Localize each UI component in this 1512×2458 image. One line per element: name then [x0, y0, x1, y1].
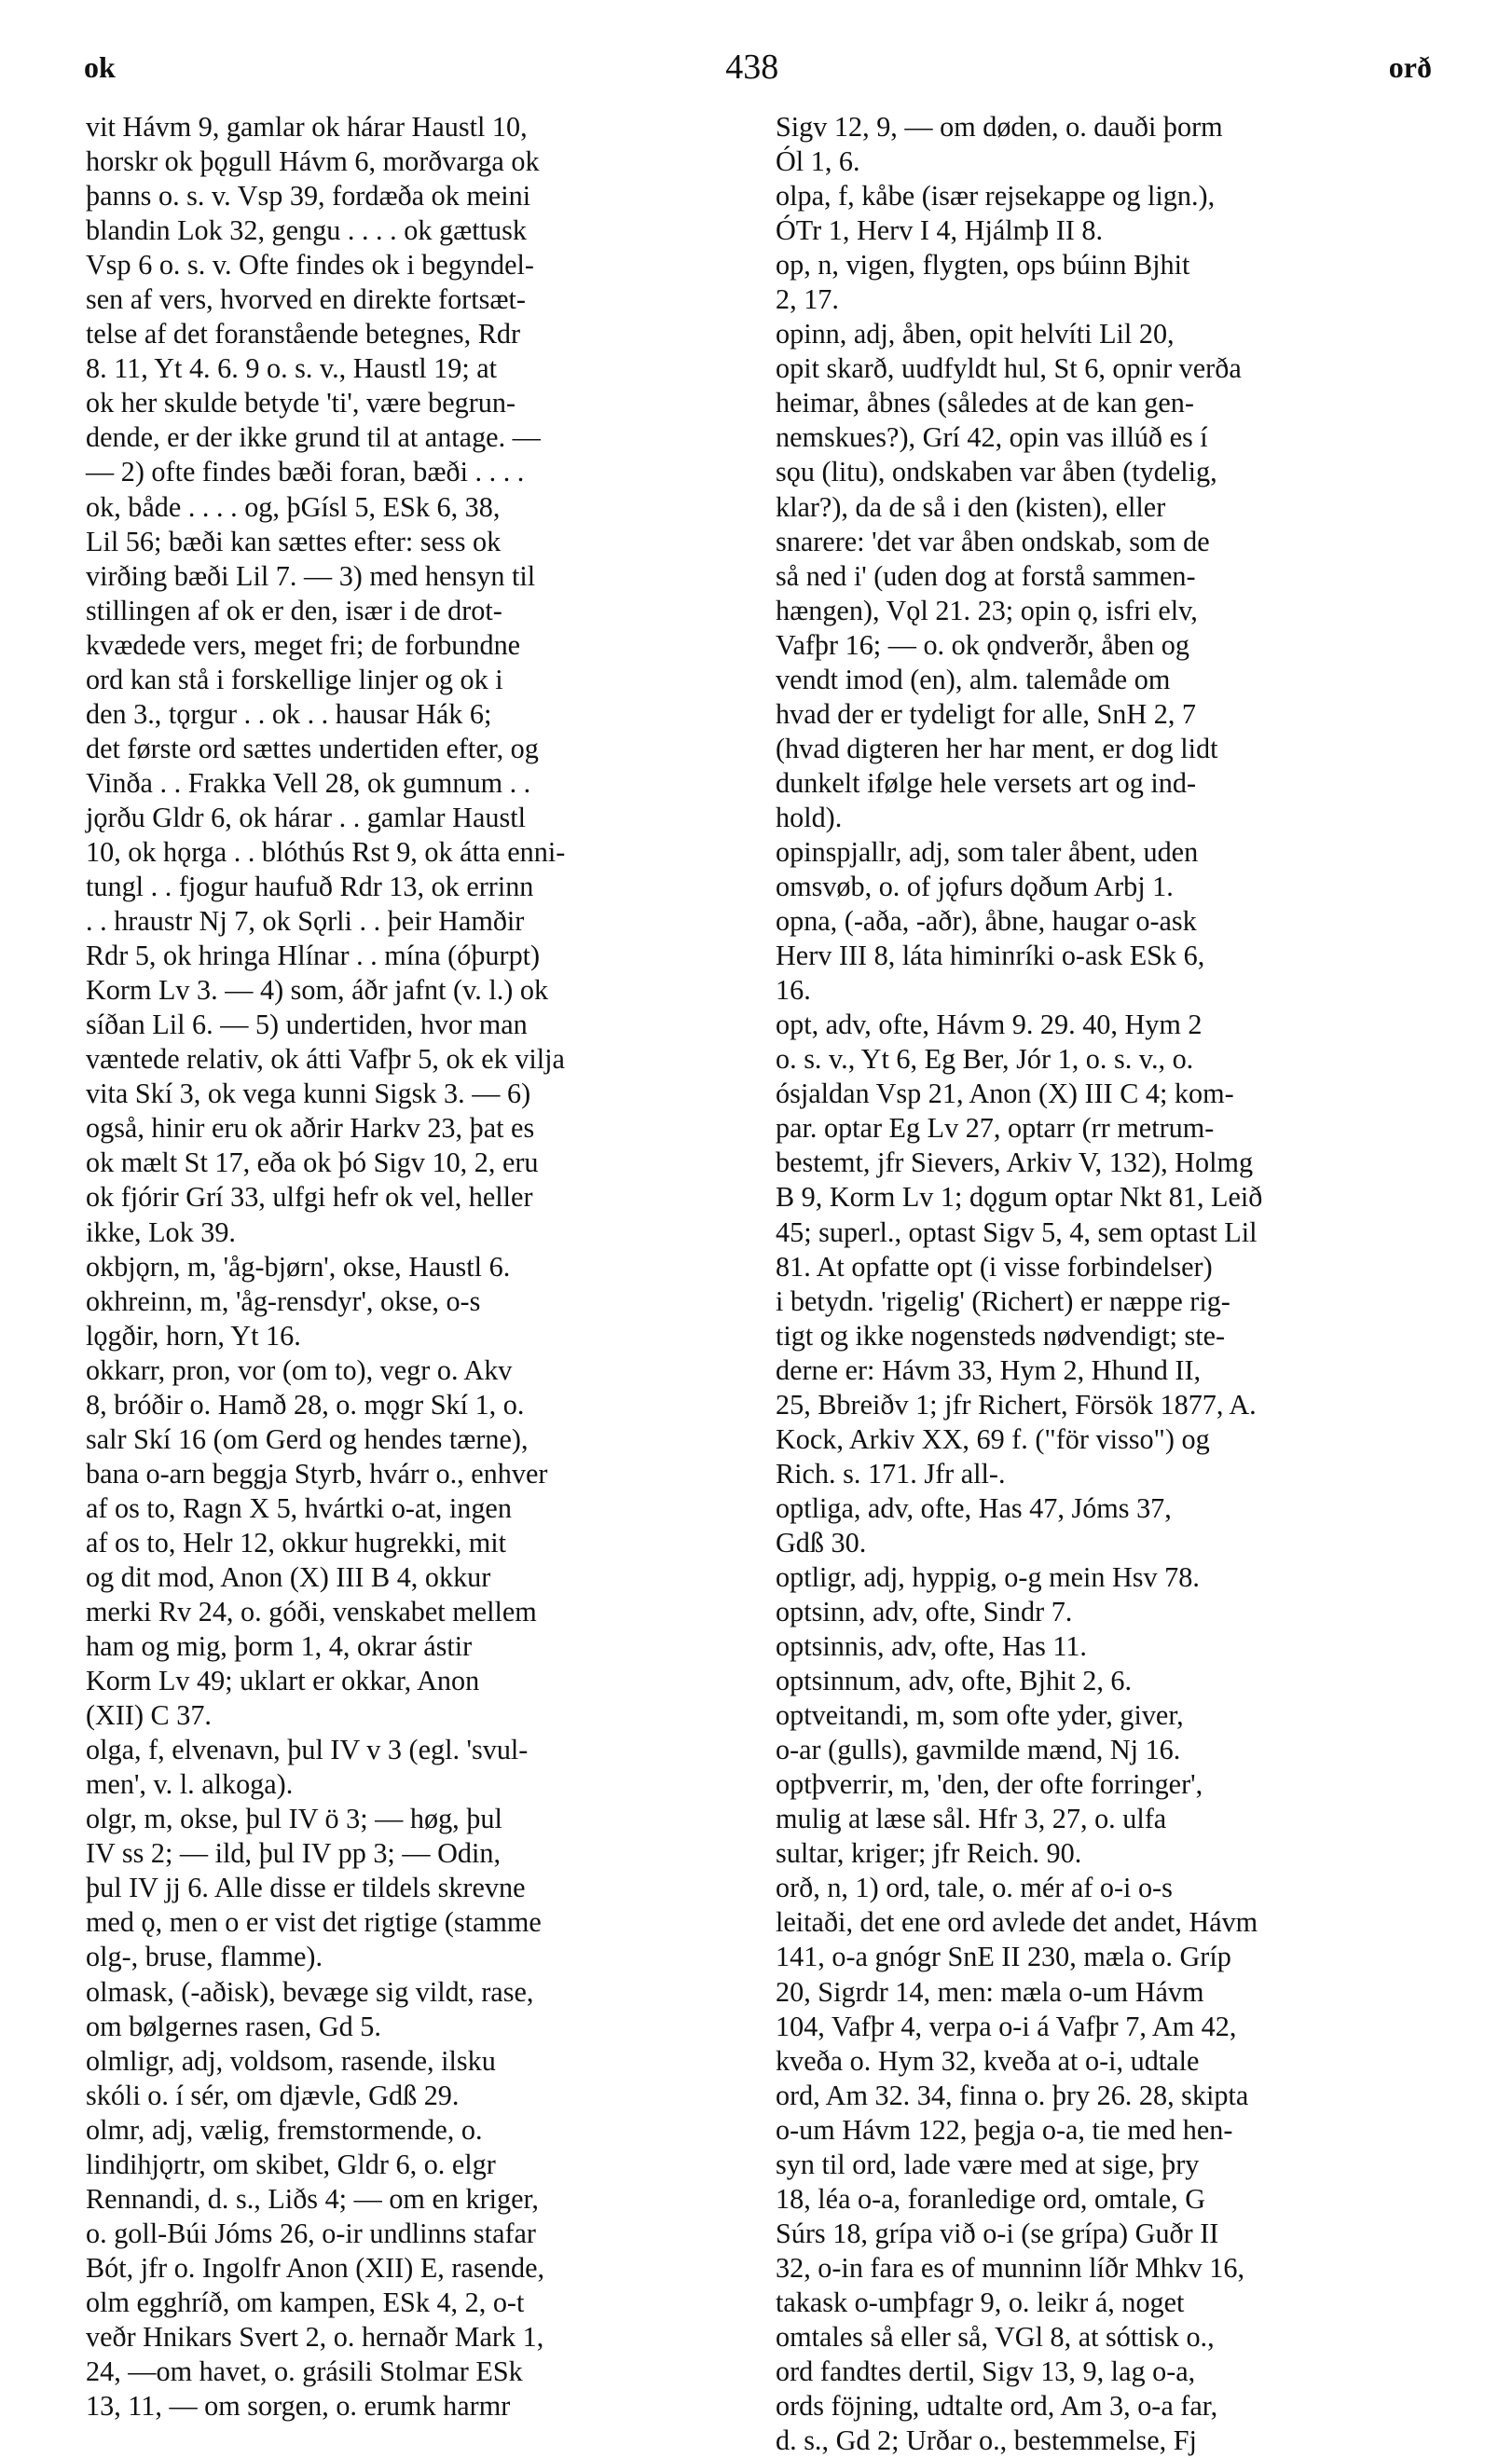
text-line: nemskues?), Grí 42, opin vas illúð es í	[776, 421, 1208, 454]
text-line: Rich. s. 171. Jfr all-.	[776, 1457, 1006, 1490]
text-line: omsvøb, o. of jǫfurs dǫðum Arbj 1.	[776, 871, 1174, 903]
text-line: optþverrir, m, 'den, der ofte forringer',	[776, 1768, 1203, 1801]
text-line: om bølgernes rasen, Gd 5.	[86, 2010, 381, 2042]
text-line: horskr ok þǫgull Hávm 6, morðvarga ok	[86, 145, 540, 178]
text-line: dende, er der ikke grund til at antage. —	[86, 421, 541, 454]
text-line: omtales så eller så, VGl 8, at sóttisk o.,	[776, 2321, 1215, 2353]
text-line: ords föjning, udtalte ord, Am 3, o-a far,	[776, 2390, 1218, 2423]
text-line: optveitandi, m, som ofte yder, giver,	[776, 1699, 1184, 1732]
text-line: stillingen af ok er den, især i de drot-	[86, 594, 502, 626]
text-line: telse af det foranstående betegnes, Rdr	[86, 318, 521, 350]
text-line: 141, o-a gnógr SnE II 230, mæla o. Gríp	[776, 1941, 1231, 1973]
text-line: síðan Lil 6. — 5) undertiden, hvor man	[86, 1009, 528, 1041]
text-line: olg-, bruse, flamme).	[86, 1941, 323, 1973]
text-line: ord fandtes dertil, Sigv 13, 9, lag o-a,	[776, 2355, 1196, 2388]
text-line: kveða o. Hym 32, kveða at o-i, udtale	[776, 2044, 1200, 2077]
text-line: Gdß 30.	[776, 1526, 867, 1559]
text-line: orð, n, 1) ord, tale, o. mér af o-i o-s	[776, 1872, 1173, 1904]
page-number: 438	[725, 48, 779, 87]
text-line: okhreinn, m, 'åg-rensdyr', okse, o-s	[86, 1284, 481, 1317]
text-line: olpa, f, kåbe (især rejsekappe og lign.),	[776, 180, 1216, 213]
text-line: Bót, jfr o. Ingolfr Anon (XII) E, rasende,	[86, 2251, 545, 2284]
text-line: (hvad digteren her har ment, er dog lidt	[776, 732, 1218, 764]
text-line: B 9, Korm Lv 1; dǫgum optar Nkt 81, Leið	[776, 1181, 1263, 1214]
text-line: 24, —om havet, o. grásili Stolmar ESk	[86, 2355, 523, 2388]
text-line: þul IV jj 6. Alle disse er tildels skrevne	[86, 1872, 526, 1904]
text-line: 8, bróðir o. Hamð 28, o. mǫgr Skí 1, o.	[86, 1388, 525, 1421]
text-line: opit skarð, uudfyldt hul, St 6, opnir verða	[776, 352, 1242, 385]
text-line: ikke, Lok 39.	[86, 1215, 236, 1248]
text-line: og dit mod, Anon (X) III B 4, okkur	[86, 1560, 491, 1593]
text-line: ÓTr 1, Herv I 4, Hjálmþ II 8.	[776, 214, 1104, 247]
text-line: af os to, Ragn X 5, hvártki o-at, ingen	[86, 1491, 512, 1524]
text-line: ok, både . . . . og, þGísl 5, ESk 6, 38,	[86, 490, 501, 523]
text-line: af os to, Helr 12, okkur hugrekki, mit	[86, 1526, 507, 1559]
text-line: den 3., tǫrgur . . ok . . hausar Hák 6;	[86, 697, 492, 730]
text-line: Korm Lv 49; uklart er okkar, Anon	[86, 1665, 480, 1697]
text-line: opna, (-aða, -aðr), åbne, haugar o-ask	[776, 905, 1197, 938]
text-line: . . hraustr Nj 7, ok Sǫrli . . þeir Hamðir	[86, 905, 525, 938]
text-line: tigt og ikke nogensteds nødvendigt; ste-	[776, 1319, 1226, 1352]
text-line: væntede relativ, ok átti Vafþr 5, ok ek vilja	[86, 1043, 565, 1076]
text-line: sǫu (litu), ondskaben var åben (tydelig,	[776, 456, 1217, 488]
page-header	[84, 39, 1432, 95]
text-line: veðr Hnikars Svert 2, o. hernaðr Mark 1,	[86, 2321, 544, 2353]
text-line: men', v. l. alkoga).	[86, 1768, 294, 1801]
text-line: — 2) ofte findes bæði foran, bæði . . . .	[86, 456, 525, 488]
text-line: vendt imod (en), alm. talemåde om	[776, 663, 1171, 695]
text-line: o. s. v., Yt 6, Eg Ber, Jór 1, o. s. v., o.	[776, 1043, 1194, 1076]
text-line: vita Skí 3, ok vega kunni Sigsk 3. — 6)	[86, 1078, 531, 1110]
text-line: optligr, adj, hyppig, o-g mein Hsv 78.	[776, 1560, 1200, 1593]
text-line: olmask, (-aðisk), bevæge sig vildt, rase,	[86, 1975, 534, 2008]
text-line: Vsp 6 o. s. v. Ofte findes ok i begyndel-	[86, 249, 534, 282]
text-line: leitaði, det ene ord avlede det andet, Hávm	[776, 1906, 1258, 1939]
text-line: ord kan stå i forskellige linjer og ok i	[86, 663, 503, 695]
text-line: Korm Lv 3. — 4) som, áðr jafnt (v. l.) ok	[86, 974, 549, 1007]
text-line: sen af vers, hvorved en direkte fortsæt-	[86, 283, 526, 316]
text-line: o. goll-Búi Jóms 26, o-ir undlinns stafar	[86, 2217, 536, 2249]
text-line: o-um Hávm 122, þegja o-a, tie med hen-	[776, 2113, 1233, 2146]
text-line: Kock, Arkiv XX, 69 f. ("för visso") og	[776, 1422, 1210, 1455]
text-line: derne er: Hávm 33, Hym 2, Hhund II,	[776, 1353, 1202, 1386]
text-line: ham og mig, þorm 1, 4, okrar ástir	[86, 1630, 473, 1663]
text-line: olmligr, adj, voldsom, rasende, ilsku	[86, 2044, 496, 2077]
text-line: bana o-arn beggja Styrb, hvárr o., enhver	[86, 1457, 548, 1490]
left-column	[86, 110, 738, 2424]
text-line: hængen), Vǫl 21. 23; opin ǫ, isfri elv,	[776, 594, 1198, 626]
text-line: Vinða . . Frakka Vell 28, ok gumnum . .	[86, 766, 531, 799]
text-line: så ned i' (uden dog at forstå sammen-	[776, 559, 1196, 592]
text-line: Lil 56; bæði kan sættes efter: sess ok	[86, 525, 502, 557]
text-line: ósjaldan Vsp 21, Anon (X) III C 4; kom-	[776, 1078, 1234, 1110]
text-line: merki Rv 24, o. góði, venskabet mellem	[86, 1596, 537, 1628]
text-line: i betydn. 'rigelig' (Richert) er næppe rig-	[776, 1284, 1230, 1317]
text-line: ok fjórir Grí 33, ulfgi hefr ok vel, heller	[86, 1181, 533, 1214]
text-line: klar?), da de så i den (kisten), eller	[776, 490, 1166, 523]
text-line: lindihjǫrtr, om skibet, Gldr 6, o. elgr	[86, 2148, 496, 2180]
text-line: 8. 11, Yt 4. 6. 9 o. s. v., Haustl 19; at	[86, 352, 498, 385]
text-line: op, n, vigen, flygten, ops búinn Bjhit	[776, 249, 1190, 282]
text-line: Rennandi, d. s., Liðs 4; — om en kriger,	[86, 2182, 539, 2215]
running-head-right: orð	[1388, 49, 1432, 84]
text-line: Ól 1, 6.	[776, 145, 860, 178]
text-line: sultar, kriger; jfr Reich. 90.	[776, 1837, 1082, 1870]
text-line: ok mælt St 17, eða ok þó Sigv 10, 2, eru	[86, 1147, 539, 1179]
text-line: Sigv 12, 9, — om døden, o. dauði þorm	[776, 111, 1223, 143]
text-line: snarere: 'det var åben ondskab, som de	[776, 525, 1210, 557]
text-line: jǫrðu Gldr 6, ok hárar . . gamlar Haustl	[86, 801, 526, 833]
text-line: skóli o. í sér, om djævle, Gdß 29.	[86, 2079, 460, 2111]
text-line: kvædede vers, meget fri; de forbundne	[86, 628, 521, 661]
text-line: syn til ord, lade være med at sige, þry	[776, 2148, 1200, 2180]
text-line: 10, ok hǫrga . . blóthús Rst 9, ok átta enni-	[86, 835, 566, 868]
text-line: 81. At opfatte opt (i visse forbindelser)	[776, 1250, 1213, 1283]
text-line: med ǫ, men o er vist det rigtige (stamme	[86, 1906, 542, 1939]
text-line: 18, léa o-a, foranledige ord, omtale, G	[776, 2182, 1206, 2215]
text-line: bestemt, jfr Sievers, Arkiv V, 132), Holmg	[776, 1147, 1254, 1179]
text-line: þanns o. s. v. Vsp 39, fordæða ok meini	[86, 180, 531, 213]
text-line: olga, f, elvenavn, þul IV v 3 (egl. 'svul-	[86, 1734, 529, 1766]
text-line: 25, Bbreiðv 1; jfr Richert, Försök 1877, A.	[776, 1388, 1257, 1421]
text-line: optliga, adv, ofte, Has 47, Jóms 37,	[776, 1491, 1172, 1524]
text-line: (XII) C 37.	[86, 1699, 212, 1732]
text-line: 13, 11, — om sorgen, o. erumk harmr	[86, 2390, 511, 2423]
text-line: blandin Lok 32, gengu . . . . ok gættusk	[86, 214, 527, 247]
text-line: optsinnis, adv, ofte, Has 11.	[776, 1630, 1087, 1663]
text-line: lǫgðir, horn, Yt 16.	[86, 1319, 301, 1352]
text-line: 16.	[776, 974, 811, 1007]
text-line: okbjǫrn, m, 'åg-bjørn', okse, Haustl 6.	[86, 1250, 511, 1283]
text-line: virðing bæði Lil 7. — 3) med hensyn til	[86, 559, 536, 592]
text-line: mulig at læse sål. Hfr 3, 27, o. ulfa	[776, 1803, 1167, 1835]
right-column	[776, 110, 1428, 2458]
running-head-left: ok	[84, 49, 116, 84]
text-line: Rdr 5, ok hringa Hlínar . . mína (óþurpt)	[86, 940, 541, 972]
text-line: par. optar Eg Lv 27, optarr (rr metrum-	[776, 1112, 1215, 1145]
text-line: opt, adv, ofte, Hávm 9. 29. 40, Hym 2	[776, 1009, 1203, 1041]
text-line: hold).	[776, 801, 843, 833]
text-line: heimar, åbnes (således at de kan gen-	[776, 387, 1194, 419]
text-line: ok her skulde betyde 'ti', være begrun-	[86, 387, 516, 419]
text-line: også, hinir eru ok aðrir Harkv 23, þat es	[86, 1112, 535, 1145]
text-line: dunkelt ifølge hele versets art og ind-	[776, 766, 1196, 799]
text-line: IV ss 2; — ild, þul IV pp 3; — Odin,	[86, 1837, 502, 1870]
text-line: Vafþr 16; — o. ok ǫndverðr, åben og	[776, 628, 1189, 661]
text-line: 104, Vafþr 4, verpa o-i á Vafþr 7, Am 42,	[776, 2010, 1237, 2042]
text-line: ord, Am 32. 34, finna o. þry 26. 28, skipta	[776, 2079, 1249, 2111]
text-line: olmr, adj, vælig, fremstormende, o.	[86, 2113, 483, 2146]
text-line: tungl . . fjogur haufuð Rdr 13, ok errinn	[86, 871, 534, 903]
text-line: 2, 17.	[776, 283, 839, 316]
text-line: Herv III 8, láta himinríki o-ask ESk 6,	[776, 940, 1205, 972]
text-line: det første ord sættes undertiden efter, og	[86, 732, 539, 764]
text-line: optsinnum, adv, ofte, Bjhit 2, 6.	[776, 1665, 1133, 1697]
text-line: opinn, adj, åben, opit helvíti Lil 20,	[776, 318, 1175, 350]
text-line: Súrs 18, grípa við o-i (se grípa) Guðr II	[776, 2217, 1219, 2249]
text-line: vit Hávm 9, gamlar ok hárar Haustl 10,	[86, 111, 528, 143]
text-line: takask o-umþfagr 9, o. leikr á, noget	[776, 2286, 1185, 2318]
text-line: 20, Sigrdr 14, men: mæla o-um Hávm	[776, 1975, 1204, 2008]
text-line: olgr, m, okse, þul IV ö 3; — høg, þul	[86, 1803, 502, 1835]
text-line: o-ar (gulls), gavmilde mænd, Nj 16.	[776, 1734, 1181, 1766]
text-line: okkarr, pron, vor (om to), vegr o. Akv	[86, 1353, 513, 1386]
text-line: 45; superl., optast Sigv 5, 4, sem optast Lil	[776, 1215, 1258, 1248]
text-line: opinspjallr, adj, som taler åbent, uden	[776, 835, 1199, 868]
text-line: hvad der er tydeligt for alle, SnH 2, 7	[776, 697, 1197, 730]
text-line: 32, o-in fara es of munninn líðr Mhkv 16,	[776, 2251, 1245, 2284]
text-line: salr Skí 16 (om Gerd og hendes tærne),	[86, 1422, 529, 1455]
text-line: optsinn, adv, ofte, Sindr 7.	[776, 1596, 1073, 1628]
text-line: olm egghríð, om kampen, ESk 4, 2, o-t	[86, 2286, 525, 2318]
text-line: d. s., Gd 2; Urðar o., bestemmelse, Fj	[776, 2424, 1197, 2457]
